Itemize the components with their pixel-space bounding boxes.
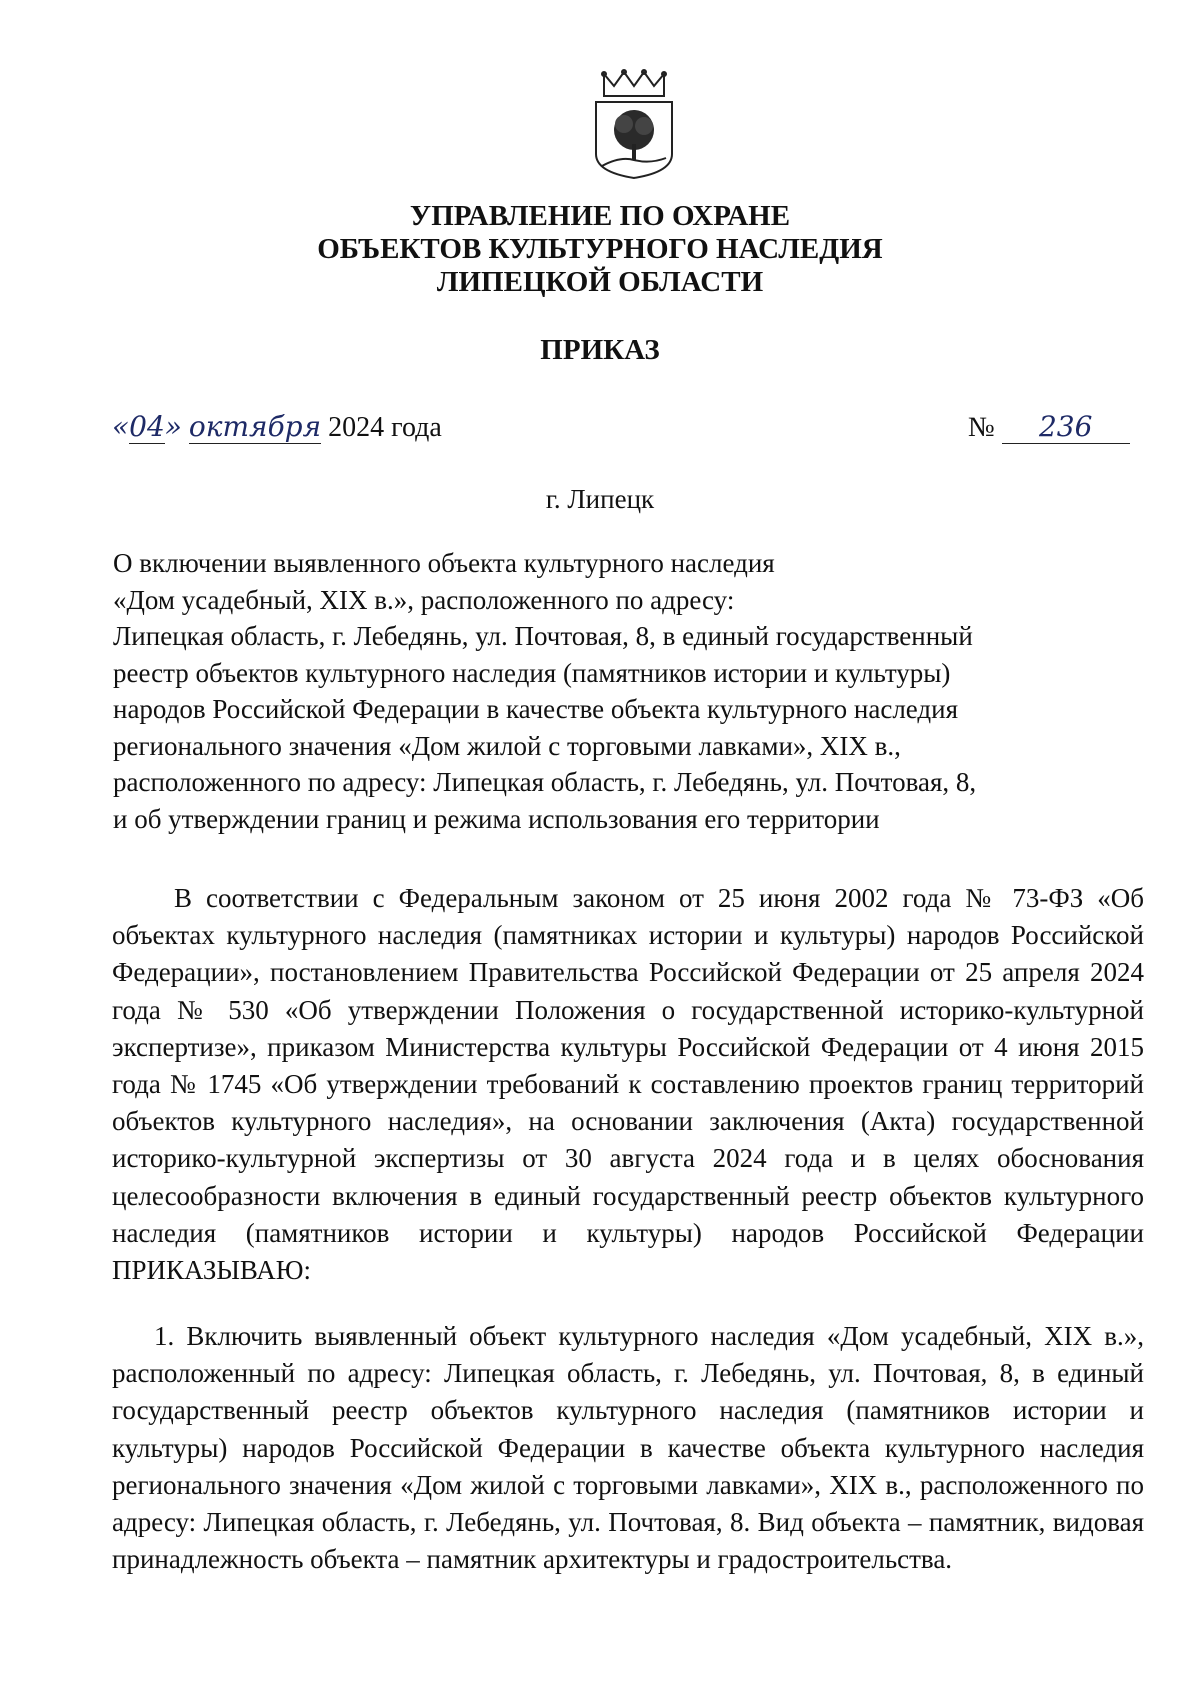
subject-line: Липецкая область, г. Лебедянь, ул. Почтовая, 8, в единый государственный (113, 621, 973, 651)
city: г. Липецк (545, 484, 655, 514)
order-item-1: 1. Включить выявленный объект культурного наследия «Дом усадебный, XIX в.», расположенный по адресу: Липецкая область, г. Лебедянь, ул. Почтовая, 8, в единый государственный реестр объектов культурного наследия (памятников истории и культуры) народов Российской Федерации в качестве объекта культурного наследия регионального значения «Дом жилой с торговыми лавками», XIX в., расположенного по адресу: Липецкая область, г. Лебедянь, ул. Почтовая, 8. Вид объекта – памятник, видовая принадлежность объекта – памятник архитектуры и градостроительства. (112, 1321, 1144, 1575)
date-close-quote: » (164, 410, 182, 443)
subject-line: регионального значения «Дом жилой с торговыми лавками», XIX в., (113, 730, 901, 761)
number-value: 236 (1002, 410, 1130, 444)
subject-line: расположенного по адресу: Липецкая область, г. Лебедянь, ул. Почтовая, 8, (113, 767, 977, 797)
document-date (112, 410, 442, 444)
issuer-name-line-3: ЛИПЕЦКОЙ ОБЛАСТИ (436, 266, 764, 298)
document-subject (113, 545, 1073, 837)
date-open-quote: « (112, 410, 130, 443)
issuer-name-line-2: ОБЪЕКТОВ КУЛЬТУРНОГО НАСЛЕДИЯ (317, 233, 883, 265)
subject-line: О включении выявленного объекта культурного наследия (113, 548, 775, 578)
subject-line: и об утверждении границ и режима использования его территории (113, 803, 880, 834)
document-number (968, 410, 1130, 444)
subject-line: народов Российской Федерации в качестве объекта культурного наследия (113, 694, 959, 724)
preamble-paragraph: В соответствии с Федеральным законом от 25 июня 2002 года № 73-ФЗ «Об объектах культурного наследия (памятниках истории и культуры) народов Российской Федерации», постановлением Правительства Российской Федерации от 25 апреля 2024 года № 530 «Об утверждении Положения о государственной историко-культурной экспертизе», приказом Министерства культуры Российской Федерации от 4 июня 2015 года № 1745 «Об утверждении требований к составлению проектов границ территорий объектов культурного наследия», на основании заключения (Акта) государственной историко-культурной экспертизы от 30 августа 2024 года и в целях обоснования целесообразности включения в единый государственный реестр объектов культурного наследия (памятников истории и культуры) народов Российской Федерации ПРИКАЗЫВАЮ: (112, 883, 1144, 1286)
issuer-name-line-1: УПРАВЛЕНИЕ ПО ОХРАНЕ (409, 200, 791, 232)
date-day: 04 (129, 410, 165, 443)
number-label: № (968, 412, 995, 443)
document-title: ПРИКАЗ (540, 334, 660, 366)
date-month: октября (188, 410, 322, 443)
coat-of-arms-icon (590, 68, 678, 180)
subject-line: реестр объектов культурного наследия (памятников истории и культуры) (113, 657, 951, 688)
subject-line: «Дом усадебный, XIX в.», расположенного по адресу: (113, 584, 735, 615)
date-year: 2024 года (328, 412, 442, 443)
